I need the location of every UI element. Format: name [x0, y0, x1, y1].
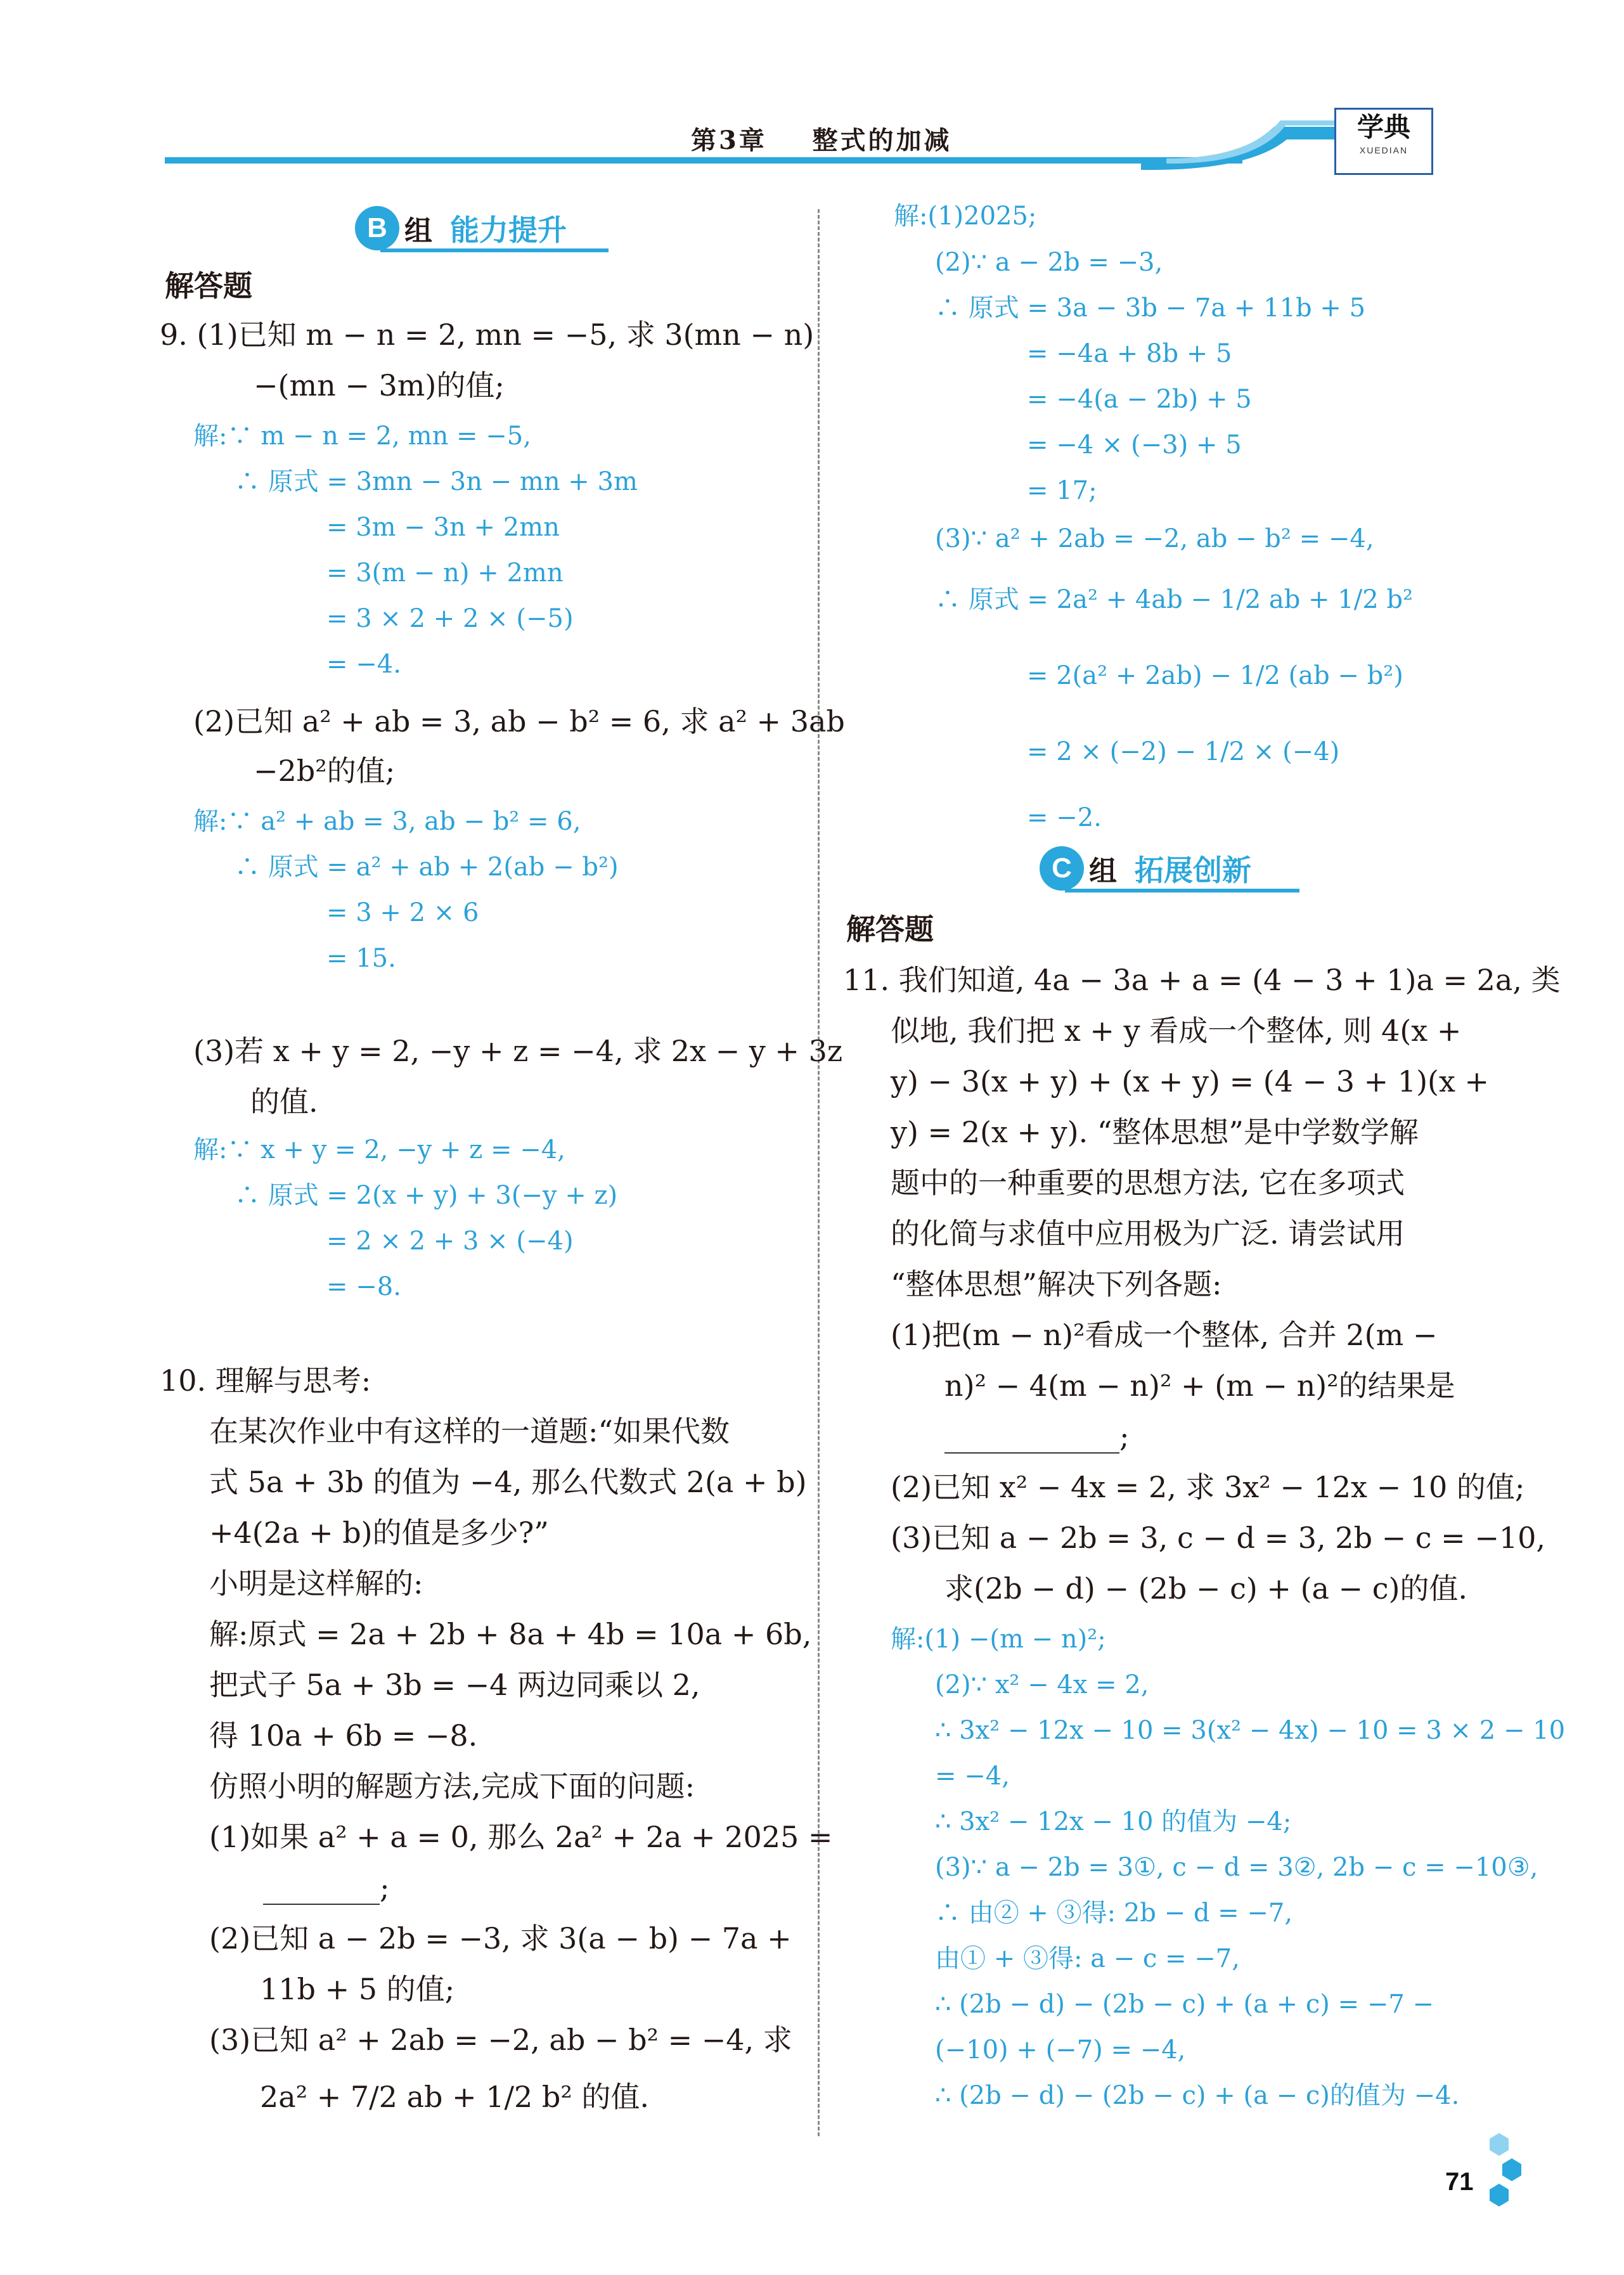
logo-text: 学典 — [1357, 112, 1410, 143]
q11-line: 的化简与求值中应用极为广泛. 请尝试用 — [891, 1216, 1405, 1251]
group-c-title: 拓展创新 — [1135, 853, 1251, 887]
q11-line: 似地, 我们把 x + y 看成一个整体, 则 4(x + — [891, 1014, 1462, 1048]
q10-line: (3)已知 a² + 2ab = −2, ab − b² = −4, 求 — [209, 2023, 792, 2057]
q9-sol1-line: ∴ 原式 = 3mn − 3n − mn + 3m — [235, 467, 638, 496]
hexagon-decoration-icon — [1471, 2133, 1528, 2209]
q9-part3-line2: 的值. — [250, 1085, 318, 1119]
q9-sol1-line: = 3m − 3n + 2mn — [326, 513, 560, 542]
xuedian-logo — [1334, 108, 1433, 175]
q9-part1-line2: −(mn − 3m)的值; — [254, 368, 505, 403]
q11-line: (1)把(m − n)²看成一个整体, 合并 2(m − — [891, 1318, 1438, 1352]
group-c-heading — [1040, 846, 1251, 891]
q9-sol3-line: = 2 × 2 + 3 × (−4) — [326, 1227, 574, 1256]
group-b-underline — [380, 248, 609, 252]
group-b-heading — [355, 206, 567, 250]
q9-part1-line1: 9. (1)已知 m − n = 2, mn = −5, 求 3(mn − n) — [160, 318, 815, 352]
q11-sol-line: 解:(1) −(m − n)²; — [891, 1625, 1106, 1654]
q11-line: “整体思想”解决下列各题: — [891, 1267, 1222, 1301]
q10-line: +4(2a + b)的值是多少?” — [209, 1516, 549, 1550]
q10-sol2-line: = −4 × (−3) + 5 — [1027, 430, 1242, 460]
chapter-title: 整式的加减 — [812, 126, 952, 155]
q9-sol2-line: = 15. — [326, 944, 396, 973]
group-c-underline — [1065, 889, 1299, 893]
q10-line: 式 5a + 3b 的值为 −4, 那么代数式 2(a + b) — [209, 1465, 807, 1499]
q9-sol1-line: = −4. — [326, 650, 401, 679]
q9-part2-line1: (2)已知 a² + ab = 3, ab − b² = 6, 求 a² + 3ab — [193, 704, 845, 738]
chapter-header — [691, 120, 952, 157]
q10-line: 得 10a + 6b = −8. — [209, 1718, 478, 1753]
problem-type-heading: 解答题 — [846, 913, 934, 946]
q11-sol-line: ∴ (2b − d) − (2b − c) + (a + c) = −7 − — [935, 1990, 1434, 2019]
q11-line: 11. 我们知道, 4a − 3a + a = (4 − 3 + 1)a = 2a, 类 — [843, 963, 1561, 997]
q10-sol2-line: = 17; — [1027, 476, 1097, 505]
q10-line: 解:原式 = 2a + 2b + 8a + 4b = 10a + 6b, — [209, 1617, 812, 1651]
q11-sol-line: (3)∵ a − 2b = 3①, c − d = 3②, 2b − c = −10③, — [935, 1853, 1538, 1882]
q10-sol2-line: ∴ 原式 = 3a − 3b − 7a + 11b + 5 — [935, 293, 1366, 323]
q10-line: 把式子 5a + 3b = −4 两边同乘以 2, — [209, 1668, 700, 1702]
header-rule — [165, 157, 1242, 164]
q10-line: 在某次作业中有这样的一道题:“如果代数 — [209, 1414, 730, 1448]
q10-sol2-line: = −4(a − 2b) + 5 — [1027, 385, 1252, 414]
q11-sol-line: ∴ (2b − d) − (2b − c) + (a − c)的值为 −4. — [935, 2081, 1460, 2110]
q11-sol-line: = −4, — [935, 1762, 1010, 1791]
q9-part2-line2: −2b²的值; — [254, 754, 396, 788]
q10-sol2-line: (2)∵ a − 2b = −3, — [935, 248, 1163, 277]
q9-sol2-line: = 3 + 2 × 6 — [326, 898, 479, 927]
q10-line: 小明是这样解的: — [209, 1566, 423, 1601]
q11-line: 求(2b − d) − (2b − c) + (a − c)的值. — [944, 1571, 1468, 1606]
q10-line: 仿照小明的解题方法,完成下面的问题: — [209, 1769, 695, 1803]
q9-sol1-line: 解:∵ m − n = 2, mn = −5, — [193, 422, 531, 451]
q9-sol3-line: = −8. — [326, 1272, 401, 1301]
q10-sol3-line: = 2(a² + 2ab) − 1/2 (ab − b²) — [1027, 661, 1403, 690]
q9-sol3-line: 解:∵ x + y = 2, −y + z = −4, — [193, 1135, 565, 1164]
q9-sol1-line: = 3(m − n) + 2mn — [326, 558, 564, 588]
q11-sol-line: 由① + ③得: a − c = −7, — [935, 1944, 1240, 1973]
q11-line: n)² − 4(m − n)² + (m − n)²的结果是 — [944, 1369, 1455, 1403]
q10-sol3-line: (3)∵ a² + 2ab = −2, ab − b² = −4, — [935, 524, 1374, 553]
group-b-badge: B — [355, 206, 399, 250]
q9-sol2-line: ∴ 原式 = a² + ab + 2(ab − b²) — [235, 853, 619, 882]
q10-sol3-line: = −2. — [1027, 803, 1102, 832]
q11-line: 题中的一种重要的思想方法, 它在多项式 — [891, 1166, 1405, 1200]
q10-line: 11b + 5 的值; — [260, 1972, 455, 2006]
chapter-label: 第3章 — [691, 126, 767, 155]
q10-line: 2a² + 7/2 ab + 1/2 b² 的值. — [260, 2080, 650, 2114]
group-c-label: 组 — [1089, 855, 1117, 887]
q11-sol-line: ∴ 由② + ③得: 2b − d = −7, — [935, 1898, 1293, 1928]
q9-sol1-line: = 3 × 2 + 2 × (−5) — [326, 604, 574, 633]
q11-line: ____________; — [944, 1419, 1130, 1453]
q10-sol1: 解:(1)2025; — [894, 202, 1037, 231]
q11-line: (3)已知 a − 2b = 3, c − d = 3, 2b − c = −10, — [891, 1521, 1546, 1555]
q9-part3-line1: (3)若 x + y = 2, −y + z = −4, 求 2x − y + 3z — [193, 1034, 843, 1068]
q11-sol-line: (2)∵ x² − 4x = 2, — [935, 1670, 1149, 1699]
q11-sol-line: (−10) + (−7) = −4, — [935, 2035, 1186, 2065]
logo-subtext: XUEDIAN — [1359, 145, 1408, 155]
q11-line: (2)已知 x² − 4x = 2, 求 3x² − 12x − 10 的值; — [891, 1470, 1525, 1504]
page-number: 71 — [1445, 2168, 1474, 2196]
q9-sol3-line: ∴ 原式 = 2(x + y) + 3(−y + z) — [235, 1181, 618, 1210]
q11-sol-line: ∴ 3x² − 12x − 10 的值为 −4; — [935, 1807, 1292, 1836]
header-wave-decoration — [1141, 114, 1350, 171]
group-b-label: 组 — [404, 215, 432, 247]
q10-line: (2)已知 a − 2b = −3, 求 3(a − b) − 7a + — [209, 1921, 792, 1956]
q10-sol3-line: = 2 × (−2) − 1/2 × (−4) — [1027, 737, 1340, 766]
q10-line: (1)如果 a² + a = 0, 那么 2a² + 2a + 2025 = — [209, 1820, 833, 1854]
problem-type-heading: 解答题 — [165, 269, 252, 302]
q11-sol-line: ∴ 3x² − 12x − 10 = 3(x² − 4x) − 10 = 3 × 2 − 10 — [935, 1716, 1566, 1745]
q10-line: ________; — [263, 1871, 390, 1905]
q10-sol2-line: = −4a + 8b + 5 — [1027, 339, 1232, 368]
group-c-badge: C — [1040, 846, 1084, 891]
group-b-title: 能力提升 — [450, 213, 567, 247]
q11-line: y) = 2(x + y). “整体思想”是中学数学解 — [891, 1115, 1419, 1149]
q10-sol3-line: ∴ 原式 = 2a² + 4ab − 1/2 ab + 1/2 b² — [935, 585, 1414, 614]
q9-sol2-line: 解:∵ a² + ab = 3, ab − b² = 6, — [193, 807, 581, 836]
q11-line: y) − 3(x + y) + (x + y) = (4 − 3 + 1)(x + — [891, 1064, 1490, 1099]
q10-line: 10. 理解与思考: — [160, 1363, 371, 1398]
